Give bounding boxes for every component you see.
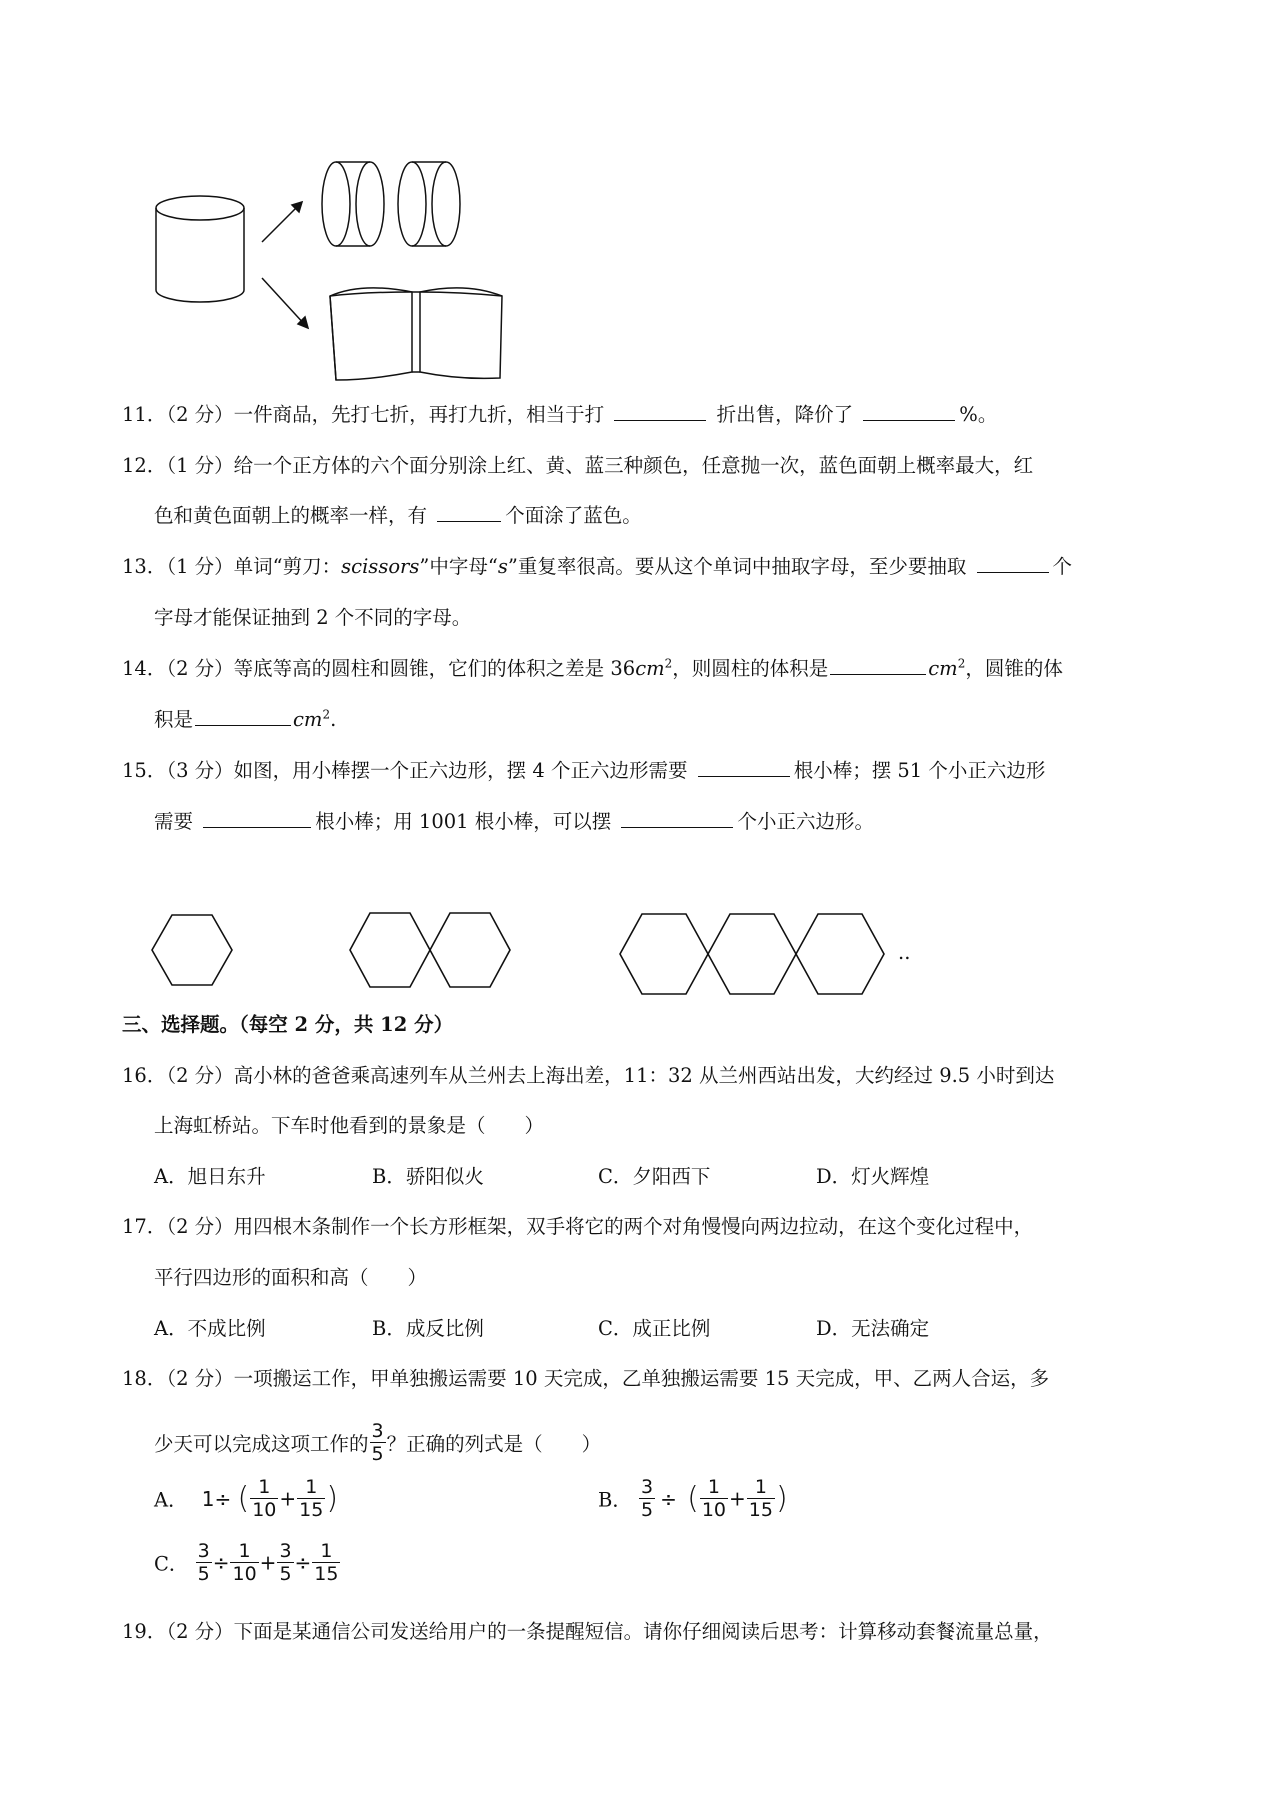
option-a[interactable]: A． 1÷ ( $\frac{1}{10}$ + $\frac{1}{15}$ ) (154, 1476, 339, 1521)
question-16: 16．（2 分）高小林的爸爸乘高速列车从兰州去上海出差，11：32 从兰州西站出发，大约经过 9.5 小时到达 (122, 1064, 1055, 1087)
question-15: 15．（3 分）如图，用小棒摆一个正六边形，摆 4 个正六边形需要 根小棒；摆 51 个小正六边形 (122, 759, 1046, 782)
question-11: 11．（2 分）一件商品，先打七折，再打九折，相当于打 折出售，降价了 %。 (122, 403, 998, 426)
fraction: $\frac{3}{5}$ (279, 1540, 292, 1585)
option-c[interactable]: C．夕阳西下 (598, 1165, 711, 1188)
answer-blank[interactable] (621, 809, 733, 828)
answer-blank[interactable] (614, 402, 706, 421)
option-a[interactable]: A．不成比例 (154, 1317, 266, 1340)
fraction: $\frac{1}{10}$ (701, 1476, 727, 1521)
question-17: 17．（2 分）用四根木条制作一个长方形框架，双手将它的两个对角慢慢向两边拉动，在这个变化过程中， (122, 1215, 1034, 1238)
question-13-cont: 字母才能保证抽到 2 个不同的字母。 (154, 606, 472, 629)
question-13: 13．（1 分）单词“剪刀：scissors”中字母“s”重复率很高。要从这个单词中抽取字母，至少要抽取 个 (122, 555, 1073, 578)
open-paren: ( (687, 1481, 699, 1516)
question-12: 12．（1 分）给一个正方体的六个面分别涂上红、黄、蓝三种颜色，任意抛一次，蓝色面朝上概率最大，红 (122, 454, 1034, 477)
question-14-cont: 积是 $cm^2$. (154, 707, 337, 731)
fraction: $\frac{3}{5}$ (641, 1476, 654, 1521)
cylinder-cut-figure (150, 150, 520, 390)
option-b[interactable]: B．成反比例 (372, 1317, 484, 1340)
question-16-cont: 上海虹桥站。下车时他看到的景象是（ ） (154, 1114, 545, 1137)
answer-blank[interactable] (977, 554, 1049, 573)
question-17-cont: 平行四边形的面积和高（ ） (154, 1266, 428, 1289)
answer-blank[interactable] (830, 656, 926, 675)
fraction: $\frac{1}{15}$ (748, 1476, 773, 1521)
question-14: 14．（2 分）等底等高的圆柱和圆锥，它们的体积之差是 $36cm^2$，则圆柱的体积是 $cm^2$，圆锥的体 (122, 656, 1063, 680)
fraction: $\frac{1}{10}$ (252, 1476, 277, 1521)
section-title: 三、选择题。（每空 2 分，共 12 分） (122, 1013, 454, 1036)
question-15-cont: 需要 根小棒；用 1001 根小棒，可以摆 个小正六边形。 (154, 810, 874, 833)
option-a[interactable]: A．旭日东升 (154, 1165, 266, 1188)
answer-blank[interactable] (698, 758, 790, 777)
open-paren: ( (237, 1481, 250, 1516)
option-d[interactable]: D．灯火辉煌 (816, 1165, 930, 1188)
answer-blank[interactable] (437, 503, 501, 522)
fraction: $\frac{1}{15}$ (299, 1476, 324, 1521)
option-b[interactable]: B． $\frac{3}{5}$ ÷ ( $\frac{1}{10}$ + $\frac{1}{15}$ ) (598, 1476, 788, 1521)
fraction: $\frac{3}{5}$ (371, 1420, 384, 1465)
answer-blank[interactable] (863, 402, 955, 421)
answer-blank[interactable] (203, 809, 311, 828)
option-d[interactable]: D．无法确定 (816, 1317, 930, 1340)
question-19: 19．（2 分）下面是某通信公司发送给用户的一条提醒短信。请你仔细阅读后思考：计算移动套餐流量总量， (122, 1620, 1053, 1643)
fraction: $\frac{1}{10}$ (232, 1540, 257, 1585)
option-c[interactable]: C．成正比例 (598, 1317, 711, 1340)
fraction: $\frac{3}{5}$ (197, 1540, 210, 1585)
hexagon-ellipsis: .. (898, 941, 911, 964)
question-18: 18．（2 分）一项搬运工作，甲单独搬运需要 10 天完成，乙单独搬运需要 15 天完成，甲、乙两人合运，多 (122, 1367, 1050, 1390)
option-c[interactable]: C． $\frac{3}{5}$ ÷ $\frac{1}{10}$ + $\frac{3}{5}$ ÷ $\frac{1}{15}$ (154, 1540, 339, 1585)
question-12-cont: 色和黄色面朝上的概率一样，有 个面涂了蓝色。 (154, 504, 642, 527)
answer-blank[interactable] (195, 707, 291, 726)
option-b[interactable]: B．骄阳似火 (372, 1165, 484, 1188)
hexagon-figure (150, 905, 930, 1005)
fraction: $\frac{1}{15}$ (314, 1540, 339, 1585)
close-paren: ) (326, 1481, 339, 1516)
question-18-cont: 少天可以完成这项工作的 $\frac{3}{5}$ ？正确的列式是（ ） (154, 1420, 602, 1465)
close-paren: ) (775, 1481, 788, 1516)
